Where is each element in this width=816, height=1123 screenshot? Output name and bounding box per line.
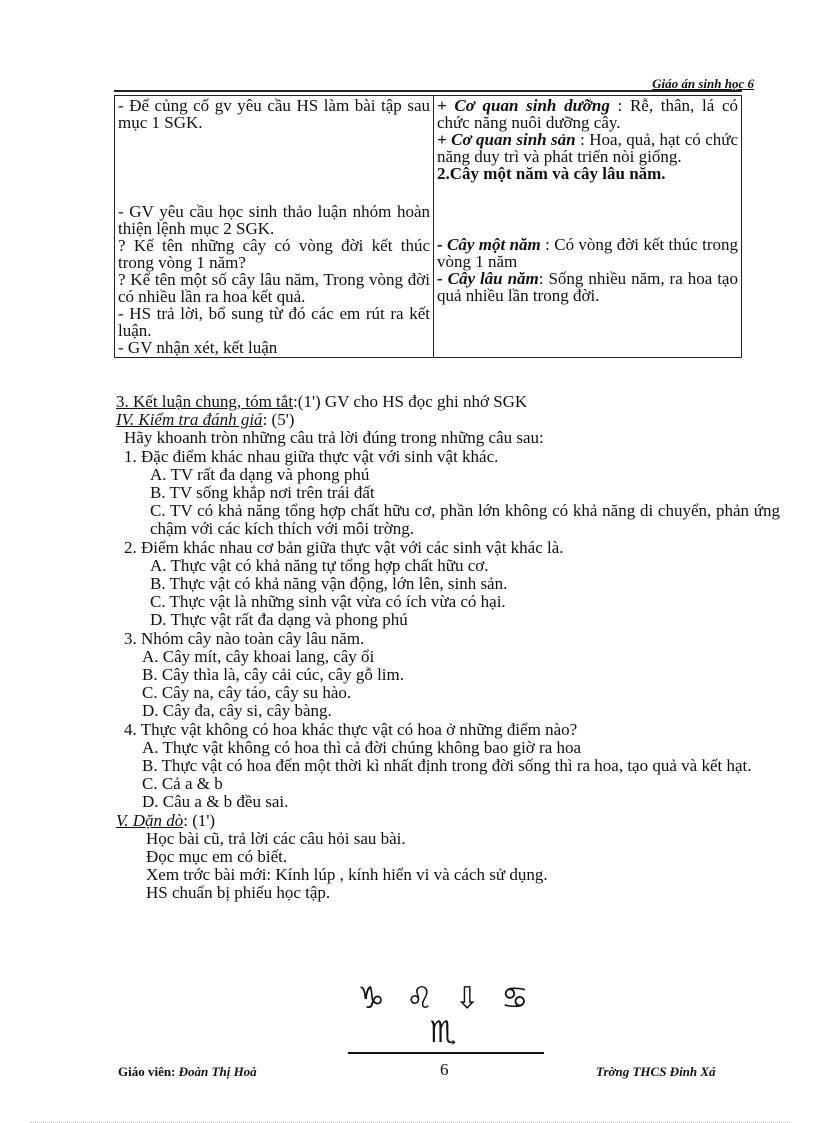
content-cell [434, 96, 742, 358]
q3-option-b: B. Cây thìa là, cây cải cúc, cây gỗ lim. [142, 665, 404, 685]
table-left-line: - GV nhận xét, kết luận [118, 338, 278, 357]
perennial-plant-def: - Cây lâu năm: Sống nhiều năm, ra hoa tạo quả nhiều lần trong đời. [437, 269, 738, 305]
table-left-line: - GV yêu cầu học sinh thảo luận nhóm hoàn thiện lệnh mục 2 SGK. [118, 202, 430, 238]
question-4: 4. Thực vật không có hoa khác thực vật có hoa ở những điểm nào? [124, 719, 578, 739]
q1-option-b: B. TV sống khắp nơi trên trái đất [150, 483, 375, 503]
homework-item: Xem trớc bài mới: Kính lúp , kính hiển vi và cách sử dụng. [146, 865, 548, 885]
q2-option-d: D. Thực vật rất đa dạng và phong phú [150, 610, 408, 630]
decorative-ornament [348, 981, 544, 1050]
question-2: 2. Điểm khác nhau cơ bản giữa thực vật với các sinh vật khác là. [124, 537, 564, 557]
header-rule [114, 90, 742, 92]
q3-option-a: A. Cây mít, cây khoai lang, cây ổi [142, 646, 375, 666]
table-left-line: - Để củng cố gv yêu cầu HS làm bài tập sau mục 1 SGK. [118, 96, 430, 132]
assessment-heading: IV. Kiểm tra đánh giá: (5') [116, 410, 295, 430]
q3-option-c: C. Cây na, cây táo, cây su hào. [142, 683, 352, 703]
ornament-glyphs: ♑ ♌ ⇩ ♋ ♏ [357, 981, 535, 1050]
homework-heading: V. Dặn dò: (1') [116, 810, 216, 830]
table-left-line: - HS trả lời, bổ sung từ đó các em rút ra kết luận. [118, 304, 430, 340]
table-left-line: ? Kể tên một số cây lâu năm, Trong vòng đời có nhiều lần ra hoa kết quả. [118, 270, 430, 306]
q3-option-d: D. Cây đa, cây si, cây bàng. [142, 701, 332, 721]
q4-option-a: A. Thực vật không có hoa thì cả đời chúng không bao giờ ra hoa [142, 737, 582, 757]
q2-option-b: B. Thực vật có khả năng vận động, lớn lên, sinh sản. [150, 574, 508, 594]
annual-plant-def: - Cây một năm : Có vòng đời kết thúc trong vòng 1 năm [437, 235, 739, 271]
q4-option-d: D. Câu a & b đều sai. [142, 792, 289, 812]
q2-option-a: A. Thực vật có khả năng tự tổng hợp chất hữu cơ. [150, 555, 489, 575]
q4-option-b: B. Thực vật có hoa đến một thời kì nhất định trong đời sống thì ra hoa, tạo quả và kết hạt. [142, 756, 752, 776]
homework-item: Đọc mục em có biết. [146, 847, 288, 867]
homework-item: Học bài cũ, trả lời các câu hỏi sau bài. [146, 828, 406, 848]
question-3: 3. Nhóm cây nào toàn cây lâu năm. [124, 628, 365, 648]
lesson-table [114, 95, 742, 358]
q4-option-c: C. Cả a & b [142, 774, 223, 794]
footer-teacher: Giáo viên: Đoàn Thị Hoà [118, 1064, 257, 1079]
assessment-instruction: Hãy khoanh tròn những câu trả lời đúng trong những câu sau: [124, 428, 544, 448]
reproductive-organs: + Cơ quan sinh sản : Hoa, quả, hạt có chức năng duy trì và phát triển nòi giống. [437, 130, 738, 166]
q1-option-a: A. TV rất đa dạng và phong phú [150, 464, 370, 484]
section-2-heading: 2.Cây một năm và cây lâu năm. [437, 164, 666, 183]
table-left-line: ? Kể tên những cây có vòng đời kết thúc trong vòng 1 năm? [118, 236, 430, 272]
lesson-body [116, 393, 780, 903]
vegetative-organs: + Cơ quan sinh dưỡng : Rễ, thân, lá có chức năng nuôi dưỡng cây. [437, 96, 739, 132]
teacher-activity-cell [115, 96, 434, 358]
q1-option-c: C. TV có khả năng tổng hợp chất hữu cơ, phần lớn không có khả năng di chuyển, phản ứng chậm với các kích thích với môi trờng. [150, 501, 780, 539]
footer-school: Trờng THCS Đinh Xá [596, 1064, 716, 1079]
page-header-title: Giáo án sinh học 6 [652, 76, 754, 91]
q2-option-c: C. Thực vật là những sinh vật vừa có ích vừa có hại. [150, 592, 506, 612]
homework-item: HS chuẩn bị phiếu học tập. [146, 883, 331, 903]
question-1: 1. Đặc điểm khác nhau giữa thực vật với sinh vật khác. [124, 446, 499, 466]
conclusion-line: 3. Kết luận chung, tóm tắt:(1') GV cho HS đọc ghi nhớ SGK [116, 392, 528, 411]
page-number: 6 [440, 1060, 449, 1079]
